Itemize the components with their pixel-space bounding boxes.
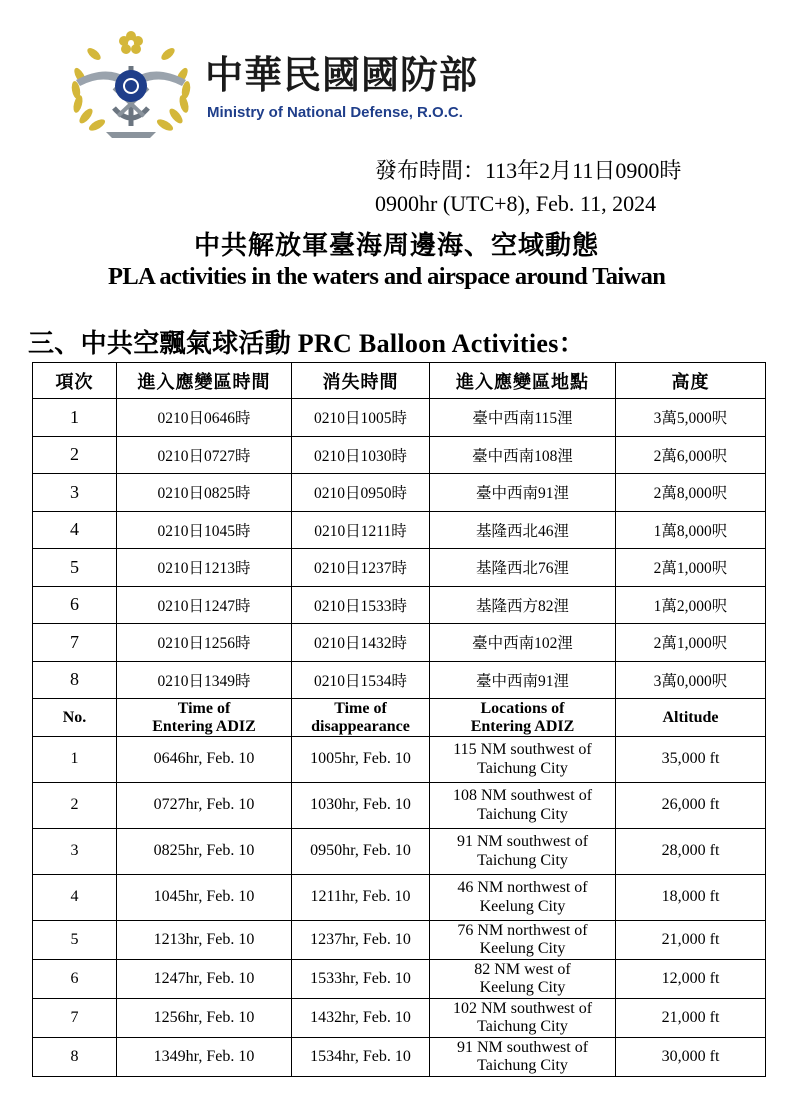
header-line: Time of	[177, 699, 231, 717]
cell-location	[430, 829, 616, 875]
cell-disappear-time: 1533hr, Feb. 10	[292, 960, 430, 999]
cell-location: 基隆西北76浬	[430, 549, 616, 587]
cell-entry-time: 1213hr, Feb. 10	[117, 921, 292, 960]
cell-location	[430, 783, 616, 829]
header-line: Locations of	[480, 699, 565, 717]
cell-disappear-time: 1534hr, Feb. 10	[292, 1038, 430, 1077]
cell-location: 臺中西南102浬	[430, 624, 616, 662]
cell-altitude: 2萬6,000呎	[616, 436, 766, 474]
cell-index: 2	[33, 783, 117, 829]
cell-altitude: 3萬5,000呎	[616, 399, 766, 437]
table-row	[33, 474, 766, 512]
table-row	[33, 829, 766, 875]
table-row	[33, 624, 766, 662]
cell-index: 7	[33, 999, 117, 1038]
header-no-text: No.	[62, 708, 87, 726]
cell-disappear-time: 0210日1030時	[292, 436, 430, 474]
cell-entry-time: 1247hr, Feb. 10	[117, 960, 292, 999]
location-line: 82 NM west of	[474, 960, 571, 978]
cell-altitude: 18,000 ft	[616, 875, 766, 921]
table-header-row-zh	[33, 363, 766, 399]
table-row	[33, 661, 766, 699]
location-line: 102 NM southwest of	[452, 999, 593, 1017]
table-row	[33, 436, 766, 474]
table-row	[33, 549, 766, 587]
cell-disappear-time: 1432hr, Feb. 10	[292, 999, 430, 1038]
cell-altitude: 21,000 ft	[616, 921, 766, 960]
cell-index: 4	[33, 511, 117, 549]
cell-location	[430, 999, 616, 1038]
cell-index: 6	[33, 586, 117, 624]
cell-altitude: 26,000 ft	[616, 783, 766, 829]
header-altitude-en	[616, 699, 766, 737]
cell-altitude: 21,000 ft	[616, 999, 766, 1038]
cell-disappear-time: 0210日1432時	[292, 624, 430, 662]
table-row	[33, 511, 766, 549]
cell-index: 5	[33, 549, 117, 587]
cell-entry-time: 0210日1045時	[117, 511, 292, 549]
cell-index: 8	[33, 1038, 117, 1077]
cell-altitude: 12,000 ft	[616, 960, 766, 999]
cell-disappear-time: 0950hr, Feb. 10	[292, 829, 430, 875]
cell-entry-time: 0210日0727時	[117, 436, 292, 474]
cell-disappear-time: 0210日1005時	[292, 399, 430, 437]
cell-location: 臺中西南108浬	[430, 436, 616, 474]
location-line: Taichung City	[477, 851, 568, 869]
cell-disappear-time: 0210日1211時	[292, 511, 430, 549]
cell-altitude: 2萬8,000呎	[616, 474, 766, 512]
table-row	[33, 875, 766, 921]
mnd-emblem-icon	[66, 28, 196, 140]
header-line: Entering ADIZ	[470, 717, 575, 735]
cell-altitude: 1萬8,000呎	[616, 511, 766, 549]
cell-location	[430, 1038, 616, 1077]
cell-index: 4	[33, 875, 117, 921]
table-row	[33, 999, 766, 1038]
page-title-zh: 中共解放軍臺海周邊海、空域動態	[193, 231, 599, 260]
header-disappear-time: 消失時間	[292, 363, 430, 399]
publish-time-zh: 發布時間：113年2月11日0900時	[375, 158, 682, 183]
cell-index: 7	[33, 624, 117, 662]
header-entry-time-en	[117, 699, 292, 737]
cell-entry-time: 1349hr, Feb. 10	[117, 1038, 292, 1077]
cell-entry-time: 1256hr, Feb. 10	[117, 999, 292, 1038]
cell-index: 8	[33, 661, 117, 699]
cell-index: 3	[33, 474, 117, 512]
header-entry-time: 進入應變區時間	[117, 363, 292, 399]
cell-altitude: 35,000 ft	[616, 737, 766, 783]
header-altitude: 高度	[616, 363, 766, 399]
table-header-row-en	[33, 699, 766, 737]
cell-location: 基隆西北46浬	[430, 511, 616, 549]
header-line: Time of	[334, 699, 387, 717]
cell-entry-time: 0210日0646時	[117, 399, 292, 437]
section-heading: 三、中共空飄氣球活動 PRC Balloon Activities：	[28, 329, 585, 358]
location-line: 76 NM northwest of	[457, 921, 588, 939]
cell-location: 基隆西方82浬	[430, 586, 616, 624]
header-location-en	[430, 699, 616, 737]
cell-entry-time: 1045hr, Feb. 10	[117, 875, 292, 921]
location-line: Keelung City	[479, 897, 566, 915]
location-line: 91 NM southwest of	[456, 1038, 589, 1056]
cell-disappear-time: 1237hr, Feb. 10	[292, 921, 430, 960]
header-no	[33, 699, 117, 737]
cell-index: 1	[33, 399, 117, 437]
cell-location: 臺中西南91浬	[430, 661, 616, 699]
cell-disappear-time: 1030hr, Feb. 10	[292, 783, 430, 829]
header-index: 項次	[33, 363, 117, 399]
cell-location: 臺中西南91浬	[430, 474, 616, 512]
cell-disappear-time: 1005hr, Feb. 10	[292, 737, 430, 783]
table-row	[33, 586, 766, 624]
table-row	[33, 921, 766, 960]
cell-altitude: 2萬1,000呎	[616, 624, 766, 662]
cell-location: 臺中西南115浬	[430, 399, 616, 437]
publish-time-en: 0900hr (UTC+8), Feb. 11, 2024	[375, 191, 657, 216]
location-line: Taichung City	[477, 759, 568, 777]
org-name-en: Ministry of National Defense, R.O.C.	[207, 104, 463, 121]
header-altitude-text: Altitude	[662, 708, 719, 726]
header-disappear-time-en	[292, 699, 430, 737]
table-row	[33, 960, 766, 999]
location-line: 108 NM southwest of	[452, 787, 593, 805]
page-title-en: PLA activities in the waters and airspace around Taiwan	[108, 263, 666, 290]
location-line: Taichung City	[477, 1018, 568, 1035]
table-row	[33, 1038, 766, 1077]
cell-location	[430, 737, 616, 783]
location-line: Taichung City	[477, 805, 568, 823]
cell-altitude: 1萬2,000呎	[616, 586, 766, 624]
location-line: 115 NM southwest of	[453, 741, 592, 759]
cell-entry-time: 0727hr, Feb. 10	[117, 783, 292, 829]
cell-index: 2	[33, 436, 117, 474]
cell-entry-time: 0825hr, Feb. 10	[117, 829, 292, 875]
location-line: 91 NM southwest of	[456, 833, 589, 851]
header-line: Entering ADIZ	[152, 717, 256, 735]
cell-entry-time: 0210日1213時	[117, 549, 292, 587]
cell-index: 3	[33, 829, 117, 875]
cell-entry-time: 0646hr, Feb. 10	[117, 737, 292, 783]
cell-location	[430, 875, 616, 921]
cell-altitude: 2萬1,000呎	[616, 549, 766, 587]
table-row	[33, 737, 766, 783]
cell-entry-time: 0210日1349時	[117, 661, 292, 699]
cell-disappear-time: 0210日1237時	[292, 549, 430, 587]
location-line: 46 NM northwest of	[457, 879, 588, 897]
org-name-zh: 中華民國國防部	[205, 53, 479, 97]
cell-disappear-time: 0210日1534時	[292, 661, 430, 699]
cell-index: 6	[33, 960, 117, 999]
cell-altitude: 30,000 ft	[616, 1038, 766, 1077]
cell-entry-time: 0210日1256時	[117, 624, 292, 662]
balloon-activity-table	[32, 362, 766, 1077]
cell-entry-time: 0210日0825時	[117, 474, 292, 512]
cell-location	[430, 921, 616, 960]
location-line: Keelung City	[479, 979, 566, 996]
cell-disappear-time: 0210日0950時	[292, 474, 430, 512]
cell-entry-time: 0210日1247時	[117, 586, 292, 624]
table-row	[33, 783, 766, 829]
header-line: disappearance	[311, 717, 410, 735]
cell-location	[430, 960, 616, 999]
cell-altitude: 3萬0,000呎	[616, 661, 766, 699]
cell-disappear-time: 0210日1533時	[292, 586, 430, 624]
table-row	[33, 399, 766, 437]
header-entry-location: 進入應變區地點	[430, 363, 616, 399]
cell-altitude: 28,000 ft	[616, 829, 766, 875]
location-line: Taichung City	[477, 1057, 568, 1074]
location-line: Keelung City	[479, 940, 566, 957]
cell-disappear-time: 1211hr, Feb. 10	[292, 875, 430, 921]
cell-index: 5	[33, 921, 117, 960]
cell-index: 1	[33, 737, 117, 783]
